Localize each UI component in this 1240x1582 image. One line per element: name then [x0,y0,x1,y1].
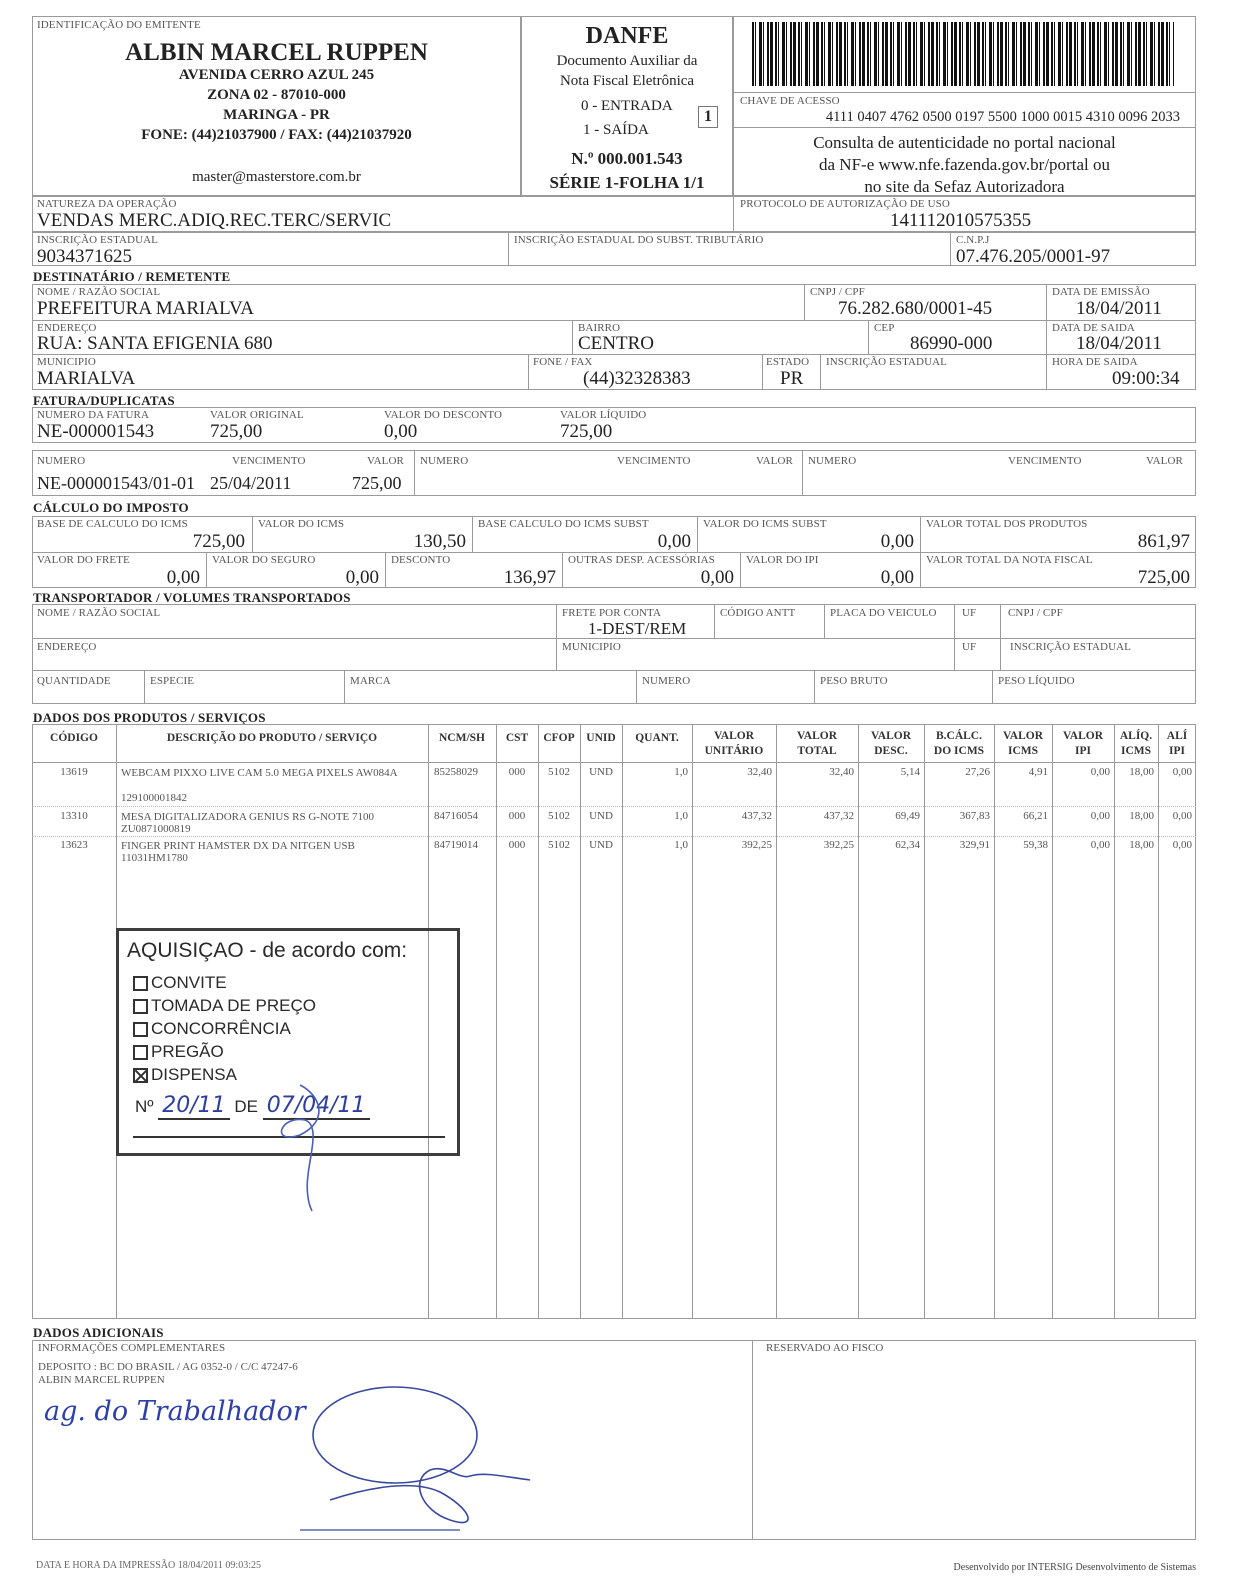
stamp-signature-scribble [260,1075,340,1215]
fatura-desconto-value: 0,00 [384,421,418,442]
cell-unid: UND [589,839,613,851]
cell-bcalc: 329,91 [959,839,990,851]
cell-aliq-ipi: 0,00 [1172,810,1192,822]
stamp-de-label: DE [234,1097,258,1116]
th-vipi-2: IPI [1075,745,1091,757]
transp-municipio-caption: MUNICIPIO [562,641,621,653]
imp-div-7 [562,552,563,588]
fatura-numero-caption: NUMERO DA FATURA [37,409,150,421]
dup-venc-caption-2: VENCIMENTO [617,455,691,467]
dest-cnpj-value: 76.282.680/0001-45 [838,298,993,319]
fatura-liquido-caption: VALOR LÍQUIDO [560,409,647,421]
outras-value: 0,00 [700,567,734,588]
stamp-option-pregao: PREGÃO [133,1042,224,1062]
dest-municipio-caption: MUNICIPIO [37,356,96,368]
dup-numero-caption-3: NUMERO [808,455,857,467]
cell-vunit: 392,25 [741,839,772,851]
consulta-line-2: da NF-e www.nfe.fazenda.gov.br/portal ou [819,155,1110,174]
th-vicms-1: VALOR [1002,730,1044,742]
valor-st-caption: VALOR DO ICMS SUBST [703,518,827,530]
dest-row-divider-1 [32,320,1196,321]
transp-peso-bruto-caption: PESO BRUTO [820,675,888,687]
cell-quant: 1,0 [674,766,688,778]
stamp-option-dispensa: DISPENSA [133,1065,237,1085]
cell-cst: 000 [508,810,526,822]
adicionais-divider [752,1340,753,1540]
transp-div-9 [814,670,815,704]
danfe-serie: SÉRIE 1-FOLHA 1/1 [549,173,705,192]
emitente-city: MARINGA - PR [223,107,330,123]
th-aliq-icms-1: ALÍQ. [1119,730,1153,742]
dest-nome-value: PREFEITURA MARIALVA [37,298,254,319]
base-icms-value: 725,00 [192,531,245,552]
cell-descricao: WEBCAM PIXXO LIVE CAM 5.0 MEGA PIXELS AW084A [121,767,398,779]
checkbox-icon [133,976,148,991]
th-bcalc-1: B.CÁLC. [935,730,982,742]
desconto-value: 136,97 [503,567,556,588]
deposito-text: DEPOSITO : BC DO BRASIL / AG 0352-0 / C/C 47247-6 [38,1361,298,1373]
cell-vtotal: 392,25 [823,839,854,851]
th-ncm: NCM/SH [439,732,485,744]
cell-vicms: 66,21 [1023,810,1048,822]
th-codigo: CÓDIGO [50,732,98,744]
fatura-liquido-value: 725,00 [560,421,613,442]
cell-vipi: 0,00 [1090,810,1110,822]
seguro-value: 0,00 [345,567,379,588]
cell-cfop: 5102 [548,839,570,851]
emitente-address: AVENIDA CERRO AZUL 245 [178,67,375,83]
imp-div-8 [740,552,741,588]
dest-saida-caption: DATA DE SAIDA [1052,322,1135,334]
transp-uf2-caption: UF [962,641,977,653]
danfe-numero: N.º 000.001.543 [571,149,683,168]
adicionais-section-title: DADOS ADICIONAIS [33,1325,164,1340]
transp-row-divider-2 [32,670,1196,671]
dest-emissao-value: 18/04/2011 [1076,298,1162,319]
transp-uf-caption: UF [962,607,977,619]
dest-fone-value: (44)32328383 [583,368,691,389]
row-divider-1 [32,806,1196,807]
transp-div-3 [824,604,825,638]
danfe-entrada: 0 - ENTRADA [581,98,673,114]
chave-value: 4111 0407 4762 0500 0197 5500 1000 0015 4310 0096 2033 [825,109,1180,125]
reservado-fisco-caption: RESERVADO AO FISCO [766,1342,884,1354]
th-vipi-1: VALOR [1062,730,1104,742]
dest-divider-d [868,320,869,354]
th-vunit-2: UNITÁRIO [704,745,764,757]
imposto-section-title: CÁLCULO DO IMPOSTO [33,500,189,515]
transp-especie-caption: ESPECIE [150,675,195,687]
dest-emissao-caption: DATA DE EMISSÃO [1052,286,1150,298]
dup-divider-2 [802,450,803,496]
th-cfop: CFOP [543,732,575,744]
dest-cnpj-caption: CNPJ / CPF [810,286,865,298]
dest-bairro-caption: BAIRRO [578,322,621,334]
th-vicms-2: ICMS [1007,745,1039,757]
danfe-tipo: 1 [698,106,718,128]
dup-venc-caption-1: VENCIMENTO [232,455,306,467]
cell-vdesc: 69,49 [895,810,920,822]
transp-div-10 [992,670,993,704]
dest-divider-g [820,354,821,390]
transp-row-divider-1 [32,638,1196,639]
cell-aliq-icms: 18,00 [1129,766,1154,778]
dest-divider-e [528,354,529,390]
checkbox-icon [133,1022,148,1037]
ipi-caption: VALOR DO IPI [746,554,819,566]
cell-vunit: 32,40 [747,766,772,778]
th-cst: CST [505,732,529,744]
chave-divider [733,127,1196,128]
checkbox-icon [133,1045,148,1060]
cell-vipi: 0,00 [1090,839,1110,851]
checkbox-icon [133,999,148,1014]
protocolo-caption: PROTOCOLO DE AUTORIZAÇÃO DE USO [740,198,950,210]
dup-valor-value: 725,00 [352,473,402,493]
th-aliq-ipi-1: ALÍ [1166,730,1188,742]
cell-cfop: 5102 [548,766,570,778]
dup-numero-caption-1: NUMERO [37,455,86,467]
dup-valor-caption-1: VALOR [367,455,404,467]
dest-hora-value: 09:00:34 [1112,368,1180,389]
imp-div-6 [385,552,386,588]
barcode-divider [733,92,1196,93]
transp-div-8 [636,670,637,704]
total-nota-value: 725,00 [1137,567,1190,588]
th-unid: UNID [586,732,616,744]
emitente-email: master@masterstore.com.br [192,169,361,185]
cell-cfop: 5102 [548,810,570,822]
dest-cep-caption: CEP [874,322,895,334]
danfe-subtitle-2: Nota Fiscal Eletrônica [559,73,695,89]
dest-divider-c [572,320,573,354]
cell-codigo: 13619 [60,766,88,778]
th-bcalc-2: DO ICMS [933,745,985,757]
th-aliq-ipi-2: IPI [1169,745,1185,757]
th-vunit-1: VALOR [713,730,755,742]
dup-numero-caption-2: NUMERO [420,455,469,467]
base-icms-caption: BASE DE CALCULO DO ICMS [37,518,188,530]
produtos-header-divider [32,762,1196,763]
cell-bcalc: 27,26 [965,766,990,778]
cell-vtotal: 437,32 [823,810,854,822]
dest-endereco-value: RUA: SANTA EFIGENIA 680 [37,333,273,354]
cell-cst: 000 [508,839,526,851]
th-vtotal-1: VALOR [796,730,838,742]
transp-marca-caption: MARCA [350,675,391,687]
cell-aliq-icms: 18,00 [1129,839,1154,851]
valor-icms-value: 130,50 [413,531,466,552]
cell-ncm: 85258029 [434,766,478,778]
danfe-saida: 1 - SAÍDA [583,122,649,138]
dest-divider-a [804,284,805,320]
data-impressao: DATA E HORA DA IMPRESSÃO 18/04/2011 09:03:25 [36,1560,261,1571]
transp-div-7 [344,670,345,704]
consulta-line-1: Consulta de autenticidade no portal nacional [813,133,1116,152]
cell-vicms: 59,38 [1023,839,1048,851]
cell-descricao: FINGER PRINT HAMSTER DX DA NITGEN USB [121,840,355,852]
transp-ie-caption: INSCRIÇÃO ESTADUAL [1010,641,1132,653]
base-st-caption: BASE CALCULO DO ICMS SUBST [478,518,649,530]
titular-text: ALBIN MARCEL RUPPEN [38,1374,165,1386]
total-nota-caption: VALOR TOTAL DA NOTA FISCAL [926,554,1093,566]
danfe-subtitle-1: Documento Auxiliar da [556,53,698,69]
cell-codigo: 13623 [60,839,88,851]
th-descricao: DESCRIÇÃO DO PRODUTO / SERVIÇO [166,732,378,744]
th-vdesc-2: DESC. [874,745,908,757]
stamp-title: AQUISIÇAO - de acordo com: [127,939,408,962]
frete-value: 0,00 [166,567,200,588]
transp-div-2 [714,604,715,638]
dup-venc-caption-3: VENCIMENTO [1008,455,1082,467]
cnpj-emitente-value: 07.476.205/0001-97 [956,246,1111,267]
valor-icms-caption: VALOR DO ICMS [258,518,345,530]
cell-vipi: 0,00 [1090,766,1110,778]
dest-hora-caption: HORA DE SAIDA [1052,356,1138,368]
chave-caption: CHAVE DE ACESSO [740,95,840,107]
th-vtotal-2: TOTAL [797,745,837,757]
desenvolvido-por: Desenvolvido por INTERSIG Desenvolvimento de Sistemas [953,1562,1196,1573]
transp-numero-caption: NUMERO [642,675,691,687]
seguro-caption: VALOR DO SEGURO [212,554,316,566]
dup-divider-1 [414,450,415,496]
total-produtos-value: 861,97 [1137,531,1190,552]
dest-municipio-value: MARIALVA [37,368,136,389]
cell-unid: UND [589,810,613,822]
cell-descricao: MESA DIGITALIZADORA GENIUS RS G-NOTE 7100 [121,811,375,823]
cell-vdesc: 5,14 [900,766,920,778]
dest-divider-b [1046,284,1047,390]
natureza-value: VENDAS MERC.ADIQ.REC.TERC/SERVIC [37,210,392,231]
transp-peso-liquido-caption: PESO LÍQUIDO [998,675,1075,687]
transp-div-6 [144,670,145,704]
transportador-section-title: TRANSPORTADOR / VOLUMES TRANSPORTADOS [33,590,351,605]
handwritten-note: ag. do Trabalhador [44,1396,306,1427]
transp-div-4 [954,604,955,670]
dup-valor-caption-3: VALOR [1146,455,1183,467]
imp-div-4 [920,516,921,588]
cell-vicms: 4,91 [1028,766,1048,778]
dest-cep-value: 86990-000 [910,333,993,354]
stamp-option-tomada: TOMADA DE PREÇO [133,996,316,1016]
stamp-numero-prefix: Nº [135,1097,154,1116]
dest-fone-caption: FONE / FAX [533,356,593,368]
ipi-value: 0,00 [880,567,914,588]
desconto-caption: DESCONTO [391,554,451,566]
checked-checkbox-icon [133,1068,148,1083]
dest-bairro-value: CENTRO [578,333,654,354]
cell-cst: 000 [508,766,526,778]
transp-placa-caption: PLACA DO VEICULO [830,607,937,619]
fatura-original-caption: VALOR ORIGINAL [210,409,304,421]
ie-divider-1 [508,232,509,266]
ie-value: 9034371625 [37,246,132,267]
dest-ie-caption: INSCRIÇÃO ESTADUAL [826,356,948,368]
imp-div-1 [252,516,253,552]
transp-div-5 [1000,604,1001,670]
fatura-section-title: FATURA/DUPLICATAS [33,393,175,408]
cell-aliq-icms: 18,00 [1129,810,1154,822]
cell-ncm: 84716054 [434,810,478,822]
ie-caption: INSCRIÇÃO ESTADUAL [37,234,159,246]
transp-nome-caption: NOME / RAZÃO SOCIAL [37,607,161,619]
cell-codigo: 13310 [60,810,88,822]
cell-bcalc: 367,83 [959,810,990,822]
cell-serial: 129100001842 [121,792,187,804]
produtos-section-title: DADOS DOS PRODUTOS / SERVIÇOS [33,710,266,725]
dest-estado-caption: ESTADO [766,356,810,368]
barcode-image [752,22,1174,86]
transp-cnpj-caption: CNPJ / CPF [1008,607,1063,619]
dup-vencimento-value: 25/04/2011 [210,473,292,493]
cell-vdesc: 62,34 [895,839,920,851]
emitente-name: ALBIN MARCEL RUPPEN [125,39,428,66]
cell-aliq-ipi: 0,00 [1172,766,1192,778]
cell-vtotal: 32,40 [829,766,854,778]
cell-ncm: 84719014 [434,839,478,851]
dest-saida-value: 18/04/2011 [1076,333,1162,354]
natureza-divider [733,196,734,232]
fatura-numero-value: NE-000001543 [37,421,155,442]
dup-valor-caption-2: VALOR [756,455,793,467]
th-vdesc-1: VALOR [870,730,912,742]
info-complementares-caption: INFORMAÇÕES COMPLEMENTARES [38,1342,226,1354]
signature-scribble [300,1380,600,1536]
fatura-desconto-caption: VALOR DO DESCONTO [384,409,503,421]
dest-divider-f [762,354,763,390]
ie-st-caption: INSCRIÇÃO ESTADUAL DO SUBST. TRIBUTÁRIO [514,234,764,246]
imp-div-2 [472,516,473,552]
stamp-data-value: 07/04/11 [263,1093,370,1120]
th-aliq-icms-2: ICMS [1120,745,1152,757]
dup-numero-value: NE-000001543/01-01 [37,473,195,493]
natureza-caption: NATUREZA DA OPERAÇÃO [37,198,177,210]
fatura-original-value: 725,00 [210,421,263,442]
transp-div-1 [556,604,557,670]
outras-caption: OUTRAS DESP. ACESSÓRIAS [568,554,715,566]
dest-row-divider-2 [32,354,1196,355]
cell-serial: 11031HM1780 [121,852,188,864]
emitente-zone: ZONA 02 - 87010-000 [207,87,346,103]
cell-serial: ZU0871000819 [121,823,191,835]
emitente-phone: FONE: (44)21037900 / FAX: (44)21037920 [141,127,412,143]
total-produtos-caption: VALOR TOTAL DOS PRODUTOS [926,518,1088,530]
transp-frete-value: 1-DEST/REM [588,619,687,638]
dest-estado-value: PR [780,368,804,389]
frete-caption: VALOR DO FRETE [37,554,130,566]
consulta-line-3: no site da Sefaz Autorizadora [864,177,1065,196]
ie-divider-2 [950,232,951,266]
cell-vunit: 437,32 [741,810,772,822]
emitente-caption: IDENTIFICAÇÃO DO EMITENTE [37,19,201,31]
protocolo-value: 141112010575355 [890,210,1032,231]
transp-quantidade-caption: QUANTIDADE [37,675,111,687]
stamp-numero-value: 20/11 [158,1093,229,1120]
cell-aliq-ipi: 0,00 [1172,839,1192,851]
valor-st-value: 0,00 [880,531,914,552]
transp-antt-caption: CÓDIGO ANTT [720,607,796,619]
cnpj-emitente-caption: C.N.P.J [956,234,990,246]
transp-frete-caption: FRETE POR CONTA [562,607,662,619]
stamp-option-concorrencia: CONCORRÊNCIA [133,1019,291,1039]
danfe-title: DANFE [585,23,669,49]
row-divider-2 [32,836,1196,837]
cell-quant: 1,0 [674,810,688,822]
destinatario-section-title: DESTINATÁRIO / REMETENTE [33,269,231,284]
base-st-value: 0,00 [657,531,691,552]
stamp-option-convite: CONVITE [133,973,227,993]
dest-nome-caption: NOME / RAZÃO SOCIAL [37,286,161,298]
dest-endereco-caption: ENDEREÇO [37,322,97,334]
th-quant: QUANT. [635,732,679,744]
imp-div-3 [697,516,698,552]
imp-div-5 [206,552,207,588]
transp-endereco-caption: ENDEREÇO [37,641,97,653]
cell-unid: UND [589,766,613,778]
cell-quant: 1,0 [674,839,688,851]
